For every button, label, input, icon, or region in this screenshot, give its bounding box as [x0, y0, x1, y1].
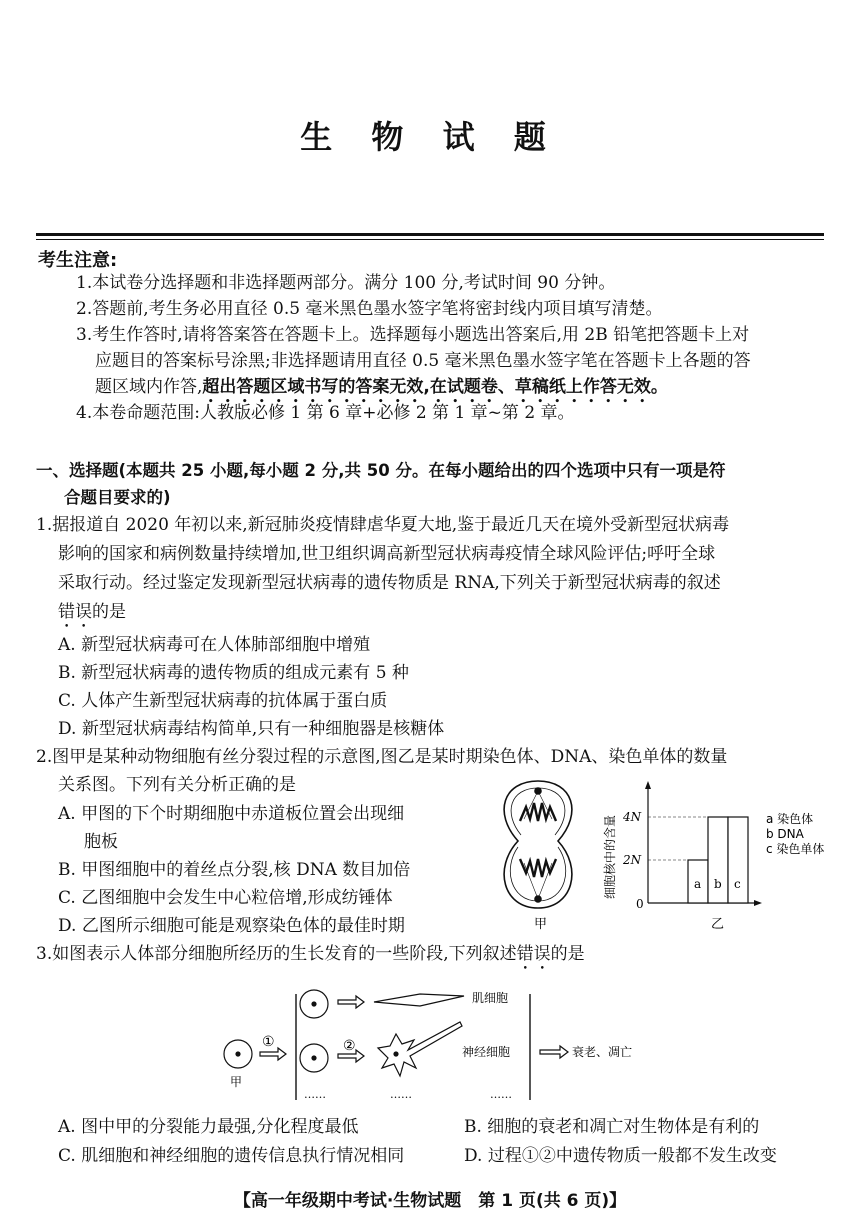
q1-tail: 的是 [92, 602, 126, 622]
section-heading-cont: 合题目要求的) [64, 488, 171, 507]
q3-option-a: A. 图中甲的分裂能力最强,分化程度最低 [58, 1117, 359, 1137]
bar-label-a: a [694, 877, 702, 891]
notice-item-2: 2.答题前,考生务必用直径 0.5 毫米黑色墨水签字笔将密封线内项目填写清楚。 [76, 299, 663, 319]
legend-b: b DNA [766, 827, 804, 841]
q1-stem-3: 采取行动。经过鉴定发现新型冠状病毒的遗传物质是 RNA,下列关于新型冠状病毒的叙述 [58, 573, 721, 593]
bar-label-b: b [714, 877, 722, 891]
bar-label-c: c [734, 877, 741, 891]
divider-thin [36, 239, 824, 240]
q3-stem [36, 941, 585, 974]
q1-option-c: C. 人体产生新型冠状病毒的抗体属于蛋白质 [58, 691, 388, 711]
q2-option-b: B. 甲图细胞中的着丝点分裂,核 DNA 数目加倍 [58, 860, 411, 880]
divider-thick [36, 233, 824, 236]
dividing-cell-diagram [504, 781, 572, 908]
q1-option-b: B. 新型冠状病毒的遗传物质的组成元素有 5 种 [58, 663, 409, 683]
step1-label: ① [262, 1034, 275, 1050]
ellipsis-3: …… [490, 1088, 512, 1101]
legend-c: c 染色单体 [766, 842, 825, 856]
tick-0: 0 [636, 897, 644, 911]
notice-heading: 考生注意: [38, 250, 118, 271]
arrow-to-muscle [338, 996, 364, 1008]
q3-tail: 的是 [550, 944, 585, 964]
legend-a: a 染色体 [766, 812, 814, 826]
section-heading: 一、选择题(本题共 25 小题,每小题 2 分,共 50 分。在每小题给出的四个选项中只有一项是符 [36, 461, 726, 480]
y-axis-label: 细胞核中的含量 [603, 814, 617, 899]
q1-option-d: D. 新型冠状病毒结构简单,只有一种细胞器是核糖体 [58, 719, 445, 739]
bar-chart [602, 781, 824, 932]
q3-option-b: B. 细胞的衰老和凋亡对生物体是有利的 [464, 1117, 760, 1137]
q1-emphasis: 错误 [58, 602, 92, 622]
muscle-cell-shape [374, 994, 464, 1006]
q2-figure [488, 773, 828, 933]
arrow-to-aging [540, 1046, 568, 1058]
notice-emphasis: 超出答题区域书写的答案无效,在试题卷、草稿纸上作答无效。 [202, 377, 668, 397]
jia-label: 甲 [230, 1075, 243, 1089]
fig-label-jia: 甲 [534, 917, 548, 932]
x-axis-arrow [754, 900, 762, 906]
page-footer: 【高一年级期中考试·生物试题 第 1 页(共 6 页)】 [233, 1191, 627, 1211]
q3-option-c: C. 肌细胞和神经细胞的遗传信息执行情况相同 [58, 1146, 405, 1166]
aging-label: 衰老、凋亡 [572, 1045, 633, 1059]
ellipsis-1: …… [304, 1088, 326, 1101]
q3-lead: 3.如图表示人体部分细胞所经历的生长发育的一些阶段,下列叙述 [36, 944, 517, 964]
nerve-cell-shape [378, 1022, 462, 1076]
notice-item-1: 1.本试卷分选择题和非选择题两部分。满分 100 分,考试时间 90 分钟。 [76, 273, 616, 293]
fig-label-yi: 乙 [711, 917, 725, 932]
page-title: 生 物 试 题 [300, 118, 560, 156]
q1-stem-2: 影响的国家和病例数量持续增加,世卫组织调高新型冠状病毒疫情全球风险评估;呼吁全球 [58, 544, 716, 564]
tick-2n: 2N [623, 853, 642, 867]
tick-4n: 4N [623, 810, 642, 824]
q1-stem-4 [58, 599, 126, 632]
step2-label: ② [343, 1038, 356, 1054]
q1-stem-1: 1.据报道自 2020 年初以来,新冠肺炎疫情肆虐华夏大地,鉴于最近几天在境外受新型冠状病毒 [36, 515, 730, 535]
y-axis-arrow [645, 781, 651, 789]
q3-emphasis: 错误 [516, 944, 551, 964]
q2-option-c: C. 乙图细胞中会发生中心粒倍增,形成纺锤体 [58, 888, 393, 908]
q3-option-d: D. 过程①②中遗传物质一般都不发生改变 [464, 1146, 777, 1166]
q2-stem-1: 2.图甲是某种动物细胞有丝分裂过程的示意图,图乙是某时期染色体、DNA、染色单体的数量 [36, 747, 728, 767]
q2-stem-2: 关系图。下列有关分析正确的是 [58, 775, 296, 795]
q2-option-d: D. 乙图所示细胞可能是观察染色体的最佳时期 [58, 916, 405, 936]
q1-option-a: A. 新型冠状病毒可在人体肺部细胞中增殖 [58, 635, 371, 655]
ellipsis-2: …… [390, 1088, 412, 1101]
notice-item-3: 3.考生作答时,请将答案答在答题卡上。选择题每小题选出答案后,用 2B 铅笔把答题卡上对 [76, 325, 750, 345]
q2-option-a: A. 甲图的下个时期细胞中赤道板位置会出现细 [58, 804, 405, 824]
q3-figure [210, 982, 690, 1102]
notice-item-4: 4.本卷命题范围:人教版必修 1 第 6 章+必修 2 第 1 章~第 2 章。 [76, 403, 575, 423]
notice-item-3-tail: 题区域内作答, [95, 377, 203, 397]
nerve-cell-label: 神经细胞 [462, 1045, 511, 1059]
q2-option-a-cont: 胞板 [84, 832, 118, 852]
muscle-cell-label: 肌细胞 [472, 991, 509, 1005]
notice-item-3-cont: 应题目的答案标号涂黑;非选择题请用直径 0.5 毫米黑色墨水签字笔在答题卡上各题的答 [95, 351, 751, 371]
